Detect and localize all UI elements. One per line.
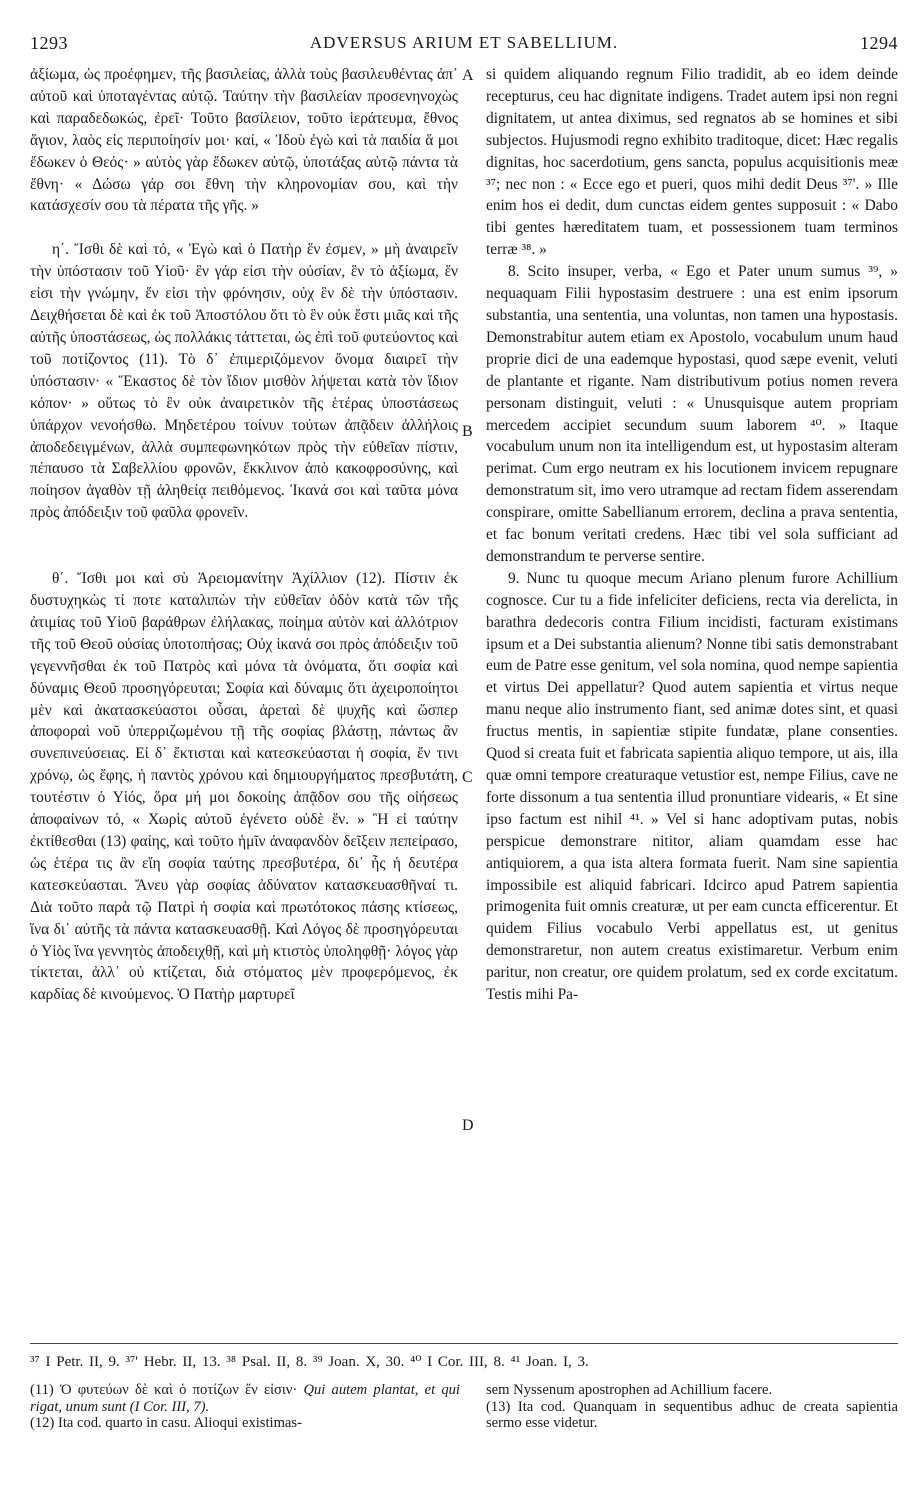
running-title: ADVERSUS ARIUM ET SABELLIUM. <box>309 33 619 52</box>
footnote-rule <box>30 1343 898 1344</box>
note-13: (13) Ita cod. Quanquam in sequentibus adhuc de creata sapientia sermo esse videtur. <box>486 1398 898 1432</box>
greek-paragraph-2: η΄. Ἴσθι δὲ καὶ τό, « Ἐγὼ καὶ ὁ Πατὴρ ἕν ἐσμεν, » μὴ ἀναιρεῖν τὴν ὑπόστασιν τοῦ Υἱοῦ· ἓν γάρ εἰσι τὴν οὐσίαν, ἓν τὸ ἀξίωμα, ἕν εἰσι τὴν γνώμην, ἕν εἰσι τὴν φρόνησιν, οὐχ ἓν δὲ τὴν ὑπόστασιν. Δειχθήσεται δὲ καὶ ἐκ τοῦ Ἀποστόλου ὅτι τὸ ἓν οὐκ ἔστι μιᾶς καὶ τῆς αὐτῆς ὑποστάσεως, ὡς πολλάκις τάττεται, ὡς ἐπὶ τοῦ φυτεύοντος καὶ τοῦ ποτίζοντος (11). Τὸ δ᾽ ἐπιμεριζόμενον ὄνομα διαιρεῖ τὴν ὑπόστασιν· « Ἕκαστος δὲ τὸν ἴδιον μισθὸν λήψεται κατὰ τὸν ἴδιον κόπον· » οὕτως τὸ ἓν οὐκ ἀναιρετικὸν τῆς ἑτέρας ὑποστάσεως ὑπάρχον νενοήσθω. Μηδετέρου τοίνυν τούτων ἀπᾷδειν ἀλλήλοις ἀποδεδειγμένων, ἀλλὰ συμπεφωνηκότων πρὸς τὴν εὐθεῖαν πίστιν, πέπαυσο τὰ Σαβελλίου φρονῶν, ἔκκλινον ἀπὸ κακοφροσύνης, καὶ ποίησον ἀγαθὸν τῇ ἀληθείᾳ πειθόμενος. Ἱκανά σοι καὶ ταῦτα μόνα πρὸς ἀπόδειξιν τοῦ φαῦλα φρονεῖν. <box>30 241 458 522</box>
margin-letter-c: C <box>462 769 473 786</box>
latin-paragraph-2: 8. Scito insuper, verba, « Ego et Pater unum sumus ³⁹, » nequaquam Filii hypostasim destruere : una est enim ipsorum substantia, una sententia, una voluntas, non tamen una hypostasis. Demonstrabitur autem etiam ex Apostolo, vocabulum unum haud proprie dici de una eademque hypostasi, quod sæpe evenit, veluti de plantante et rigante. Nam distributivum potius nomen revera personam distinguit, veluti : « Unusquisque autem propriam mercedem accipiet secundum suum laborem ⁴⁰. » Itaque vocabulum unum non ita intelligendum est, ut hypostasim alteram perimat. Cum ergo neutram ex his locutionem invicem repugnare demonstratum sit, imo vero utramque ad rectam fidem asserendam conspirare, omitte Sabellianum errorem, declina a prava sententia, et fac bonum veritati credens. Hæc tibi vel sola sufficiant ad demonstrandum te perverse sentire. <box>486 263 898 565</box>
page-number-left: 1293 <box>30 33 68 53</box>
page-number-right: 1294 <box>860 33 898 53</box>
note-12-continued: sem Nyssenum apostrophen ad Achillium facere. <box>486 1382 773 1398</box>
note-11-latin: Qui autem plantat, et qui rigat, unum sunt (I Cor. III, 7). <box>30 1382 460 1415</box>
editor-notes-right <box>486 1382 898 1432</box>
latin-column <box>486 64 898 1006</box>
page-header <box>30 33 898 57</box>
margin-letter-a: A <box>462 67 474 84</box>
margin-letter-b: B <box>462 423 473 440</box>
scripture-references: ³⁷ I Petr. II, 9. ³⁷' Hebr. II, 13. ³⁸ Psal. II, 8. ³⁹ Joan. X, 30. ⁴⁰ I Cor. III, 8. ⁴¹ Joan. I, 3. <box>30 1354 589 1370</box>
latin-paragraph-1: si quidem aliquando regnum Filio tradidit, ab eo idem deinde recepturus, ceu hac dignitate indigens. Tradet autem ipsi non regni dignitatem, ut antea diximus, sed regnatos ab se homines et sibi subjectos. Hujusmodi regno exhibito traditoque, dicet: Hæc regalis dignitas, hoc sacerdotium, gens sancta, populus acquisitionis meæ ³⁷; nec non : « Ecce ego et pueri, quos mihi dedit Deus ³⁷'. » Ille enim hos ei dedit, dum cunctas eidem gentes supposuit : « Dabo tibi gentes hæreditatem tuam, et possessionem tuam terminos terræ ³⁸. » <box>486 66 898 259</box>
note-11 <box>30 1382 460 1415</box>
greek-column <box>30 64 458 1006</box>
editor-notes-left <box>30 1382 460 1432</box>
note-11-greek: (11) Ὁ φυτεύων δὲ καὶ ὁ ποτίζων ἕν εἰσιν· <box>30 1382 298 1398</box>
greek-paragraph-1: ἀξίωμα, ὡς προέφημεν, τῆς βασιλείας, ἀλλὰ τοὺς βασιλευθέντας ἀπ᾽ αὐτοῦ καὶ ὑποταγέντας αὐτῷ. Ταύτην τὴν βασιλείαν προσενηνοχὼς καὶ παραδεδωκώς, ἐρεῖ· Τοῦτο βασίλειον, τοῦτο ἱεράτευμα, ἔθνος ἅγιον, λαὸς εἰς περιποίησίν μοι· καί, « Ἰδοὺ ἐγὼ καὶ τὰ παιδία ἅ μοι ἔδωκεν ὁ Θεός· » αὐτὸς γὰρ ἔδωκεν αὐτῷ, ὑποτάξας αὐτῷ πάντα τὰ ἔθνη· « Δώσω γάρ σοι ἔθνη τὴν κληρονομίαν σου, καὶ τὴν κατάσχεσίν σου τὰ πέρατα τῆς γῆς. » <box>30 66 458 215</box>
latin-paragraph-3: 9. Nunc tu quoque mecum Ariano plenum furore Achillium cognosce. Cur tu a fide infeliciter deficiens, recta via derelicta, in barathra dedecoris contra Filium incidisti, facturam existimans ipsum et a Dei substantia alienum? Nonne tibi satis demonstrabant eum de Patre esse genitum, vel sola nomina, quod nempe sapientia et virtus Dei appellatur? Quod autem sapientia et virtus neque manu neque alio instrumento fiant, sed animæ dotes sint, et quasi fructus mentis, in sapientiæ stipite fundatæ, plane consenties. Quod si creata fuit et fabricata sapientia aliquo tempore, ut ais, illa quæ omni tempore creaturaque vetustior est, nempe Filius, cave ne forte dissonum a tua sententia illud pronuntiare videaris, « Et sine ipso factum est nihil ⁴¹. » Vel si hanc adoptivam putas, nobis perspicue demonstrare nititor, aliam quamdam esse hac antiquiorem, a qua ista altera formata fuerit. Nam sine sapientia impossibile est aliquid fabricari. Idcirco apud Patrem sapientia primogenita fuit omnis creaturæ, ut per eam cuncta efficerentur. Et quidem Filius vocabulo Verbi appellatus est, ut genitus demonstraretur, non autem creatus existimaretur. Verbum enim paritur, non creatur, ore quidem prolatum, sed ex corde excitatum. Testis mihi Pa- <box>486 569 898 1004</box>
margin-letter-d: D <box>462 1117 474 1134</box>
greek-paragraph-3: θ΄. Ἴσθι μοι καὶ σὺ Ἀρειομανίτην Ἀχίλλιον (12). Πίστιν ἐκ δυστυχηκὼς τί ποτε καταλιπὼν τὴν εὐθεῖαν ὁδὸν κατὰ τῶν τῆς ἀτιμίας τοῦ Υἱοῦ βαράθρων ἐλήλακας, ποίημα αὐτὸν καὶ ἀλλότριον τῆς τοῦ Θεοῦ οὐσίας ὑποτοπήσας; Οὐχ ἱκανά σοι πρὸς ἀπόδειξιν τοῦ γεγεννῆσθαι ἐκ τοῦ Πατρὸς καὶ μόνα τὰ ὀνόματα, ὅτι σοφία καὶ δύναμις Θεοῦ προσηγόρευται; Σοφία καὶ δύναμις ὅτι ἀχειροποίητοι μὲν καὶ ἀκατασκεύαστοι οὖσαι, ἀρεταὶ δὲ ψυχῆς καὶ ὥσπερ ἀποφοραὶ νοῦ ὑπερριζωμένου τῇ τῆς σοφίας βλάστῃ, πάντως ἂν συνεπινεύσειας. Εἰ δ᾽ ἔκτισται καὶ κατεσκεύασται ἡ σοφία, ἔν τινι χρόνῳ, ὡς ἔφης, ἡ παντὸς χρόνου καὶ δημιουργήματος πρεσβυτάτη, τουτέστιν ὁ Υἱός, ὅρα μή μοι δοκοίης ἀπᾷδον σου τῆς οἰήσεως ἀποφαίνων τό, « Χωρὶς αὐτοῦ ἐγένετο οὐδὲ ἕν. » Ἢ εἰ ταύτην ἐκτίθεσθαι (13) φαίης, καὶ τοῦτο ἡμῖν ἀναφανδὸν δεῖξειν πεπείρασο, ὡς ἑτέρα τις ἂν εἴη σοφία ταύτης πρεσβυτέρα, δι᾽ ἧς ἡ δευτέρα κατεσκεύασται. Ἄνευ γὰρ σοφίας ἀδύνατον κατασκευασθῆναί τι. Διὰ τοῦτο παρὰ τῷ Πατρὶ ἡ σοφία καὶ πρωτότοκος πάσης κτίσεως, ἵνα δι᾽ αὐτῆς τὰ πάντα κατασκευασθῇ. Καὶ Λόγος δὲ προσηγόρευται ὁ Υἱὸς ἵνα γεννητὸς ἀποδειχθῇ, καὶ μὴ κτιστὸς ὑποληφθῇ· λόγος γὰρ τίκτεται, ἀλλ᾽ οὐ κτίζεται, διὰ στόματος μὲν προφερόμενος, ἐκ καρδίας δὲ κινούμενος. Ὁ Πατὴρ μαρτυρεῖ <box>30 570 458 1004</box>
note-12: (12) Ita cod. quarto in casu. Alioqui existimas- <box>30 1415 302 1432</box>
